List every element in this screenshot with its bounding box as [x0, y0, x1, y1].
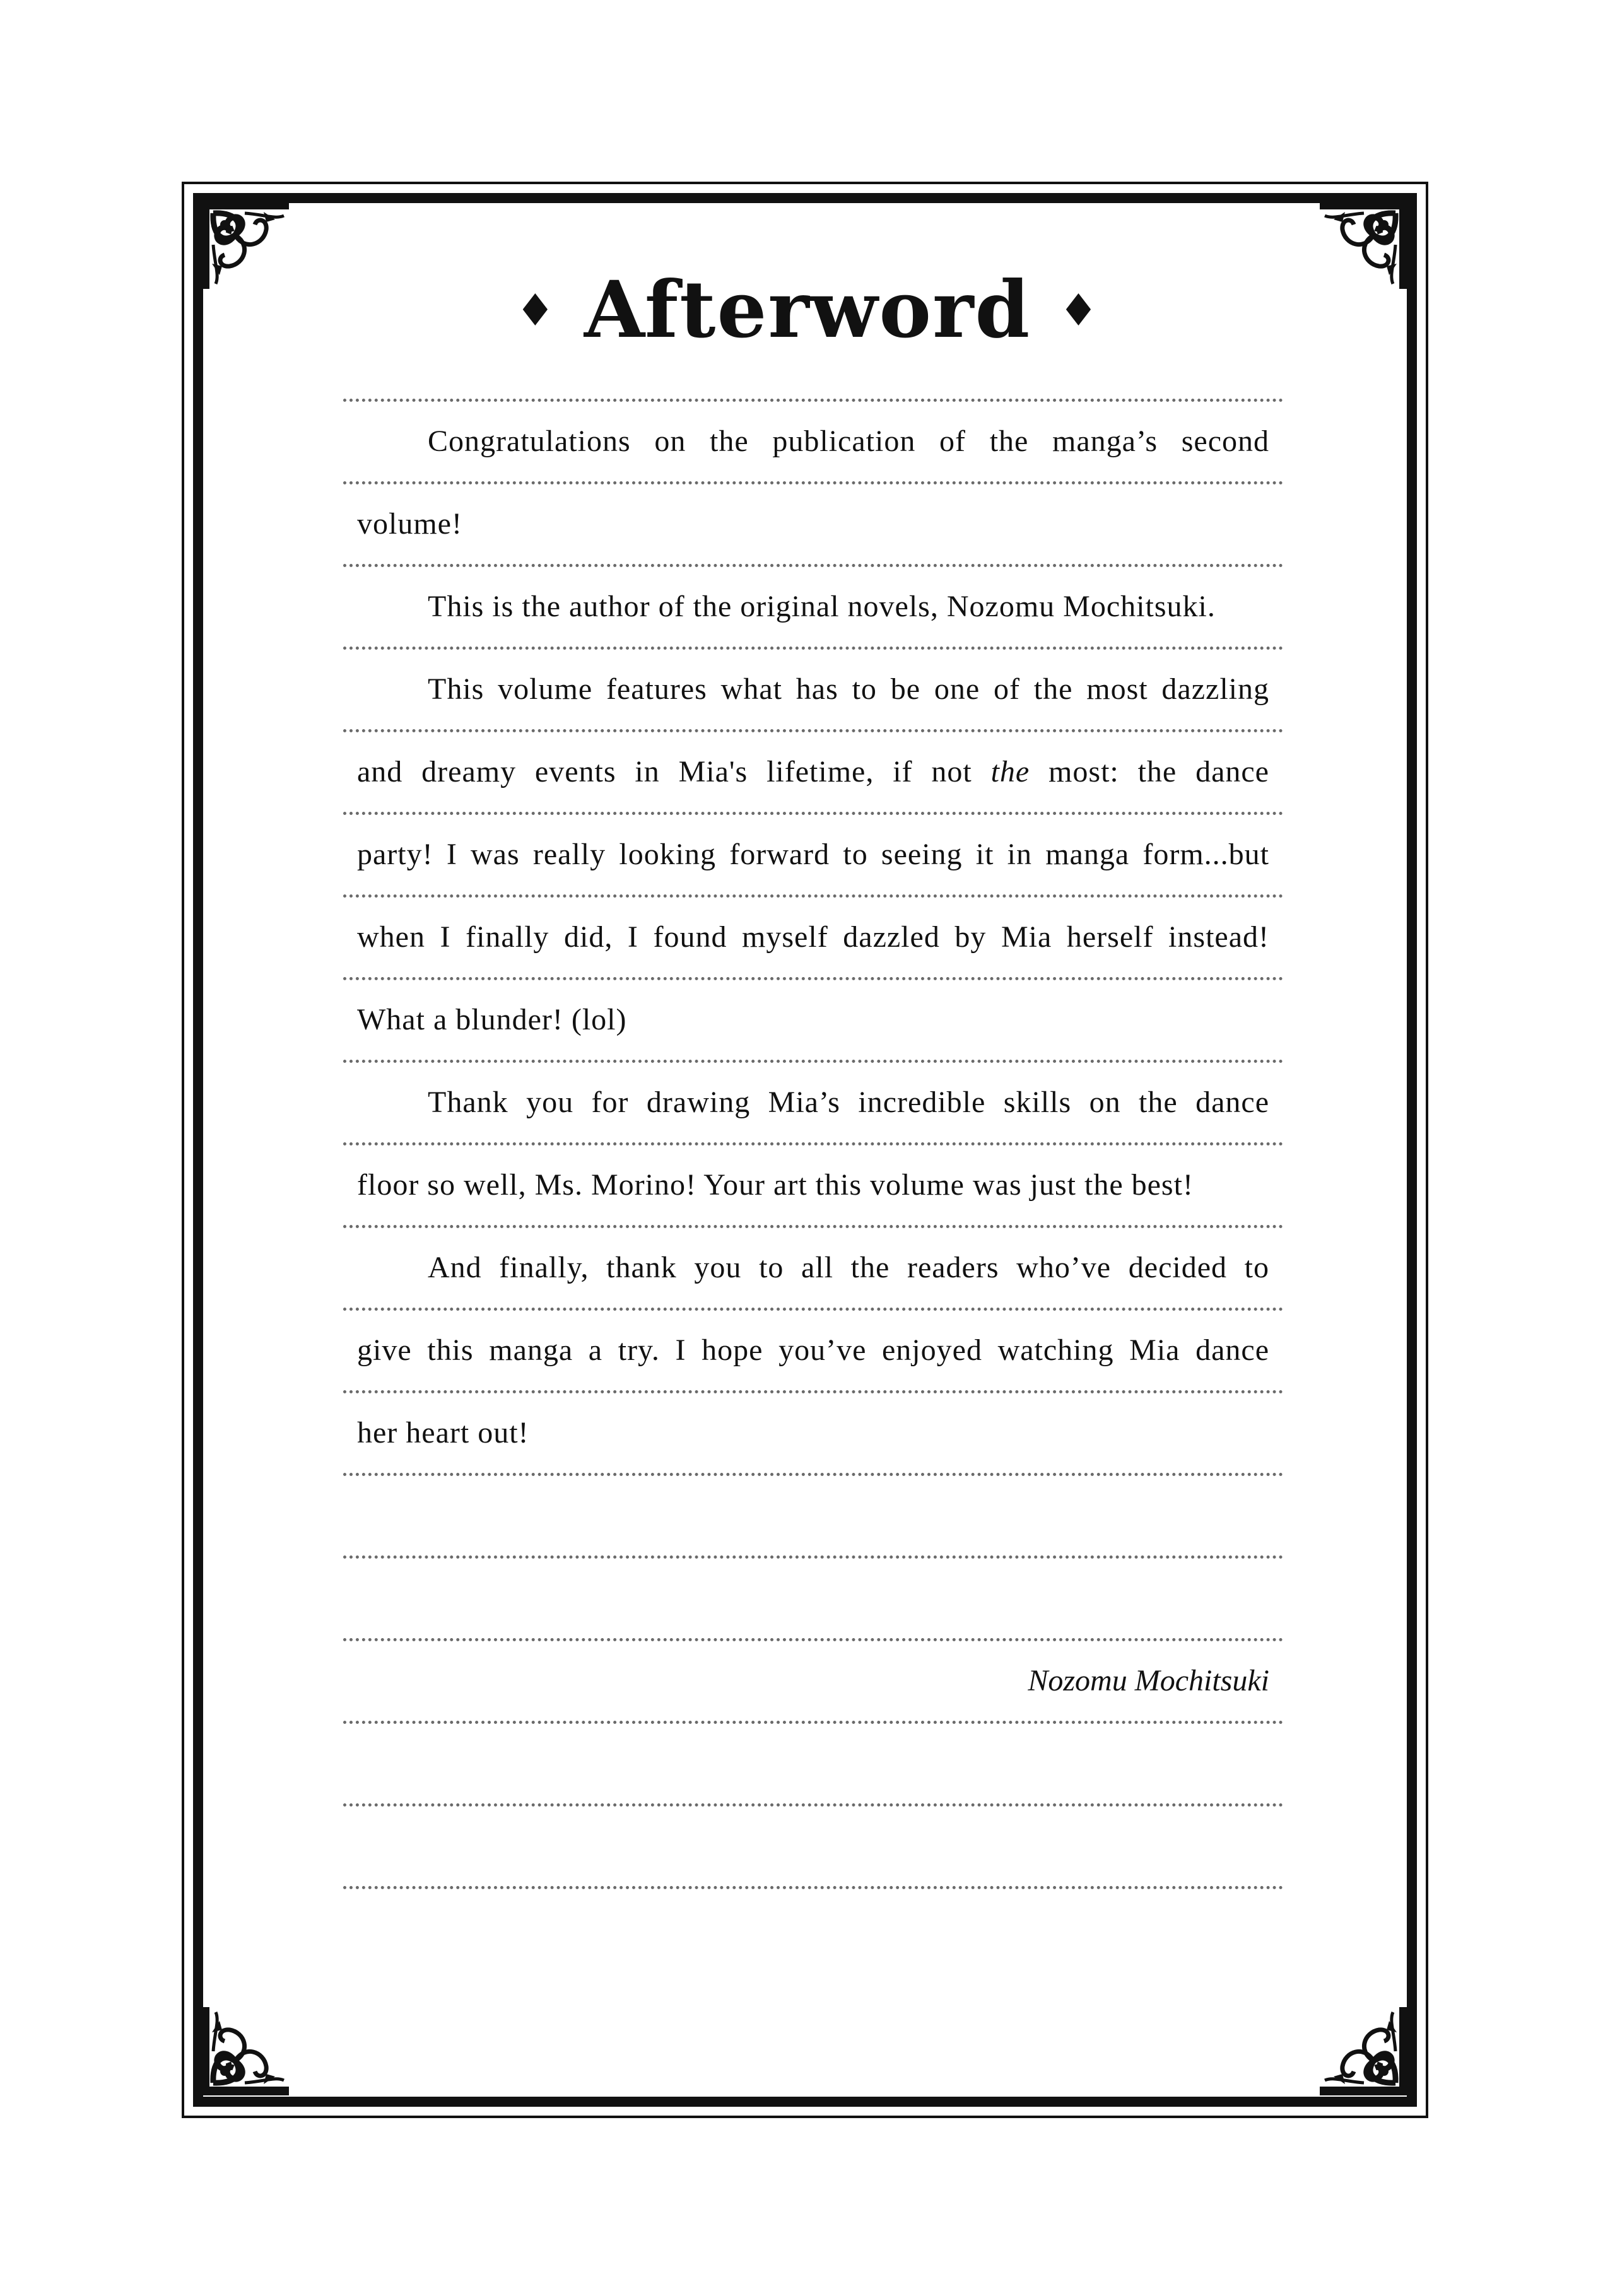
- dotted-rule: [343, 1473, 1283, 1476]
- page-title-text: Afterword: [584, 264, 1031, 356]
- flourish-corner-icon: [201, 2007, 289, 2095]
- dotted-rule: [343, 1142, 1283, 1145]
- dotted-rule: [343, 1886, 1283, 1889]
- dotted-rule: [343, 1721, 1283, 1724]
- dotted-rule: [343, 1308, 1283, 1311]
- body-line: volume!: [357, 507, 462, 541]
- dotted-rule: [343, 1555, 1283, 1559]
- page-frame-inner: [193, 193, 1417, 2107]
- body-line: This volume features what has to be one of the most dazzling: [428, 672, 1269, 706]
- body-line: floor so well, Ms. Morino! Your art this volume was just the best!: [357, 1168, 1194, 1202]
- body-line-emphasis: the: [990, 755, 1030, 788]
- dotted-rule: [343, 647, 1283, 650]
- dotted-rule: [343, 1060, 1283, 1063]
- dotted-rule: [343, 564, 1283, 567]
- page-title: [0, 260, 1615, 361]
- dotted-rule: [343, 1638, 1283, 1641]
- body-line: [357, 753, 1269, 791]
- dotted-rule: [343, 894, 1283, 898]
- author-signature: Nozomu Mochitsuki: [1028, 1664, 1269, 1697]
- body-line: Congratulations on the publication of the manga’s second: [428, 425, 1269, 458]
- body-line: Thank you for drawing Mia’s incredible skills on the dance: [428, 1086, 1269, 1119]
- diamond-icon: ♦: [515, 284, 556, 336]
- body-line-part: and dreamy events in Mia's lifetime, if not: [357, 755, 991, 788]
- body-line-part: most: the dance: [1030, 755, 1269, 788]
- body-line: And finally, thank you to all the readers who’ve decided to: [428, 1251, 1269, 1284]
- body-line: give this manga a try. I hope you’ve enjoyed watching Mia dance: [357, 1333, 1269, 1367]
- dotted-rule: [343, 977, 1283, 980]
- dotted-rule: [343, 729, 1283, 732]
- dotted-rule: [343, 1803, 1283, 1807]
- dotted-rule: [343, 399, 1283, 402]
- diamond-icon: ♦: [1059, 284, 1100, 336]
- dotted-rule: [343, 481, 1283, 484]
- body-line: party! I was really looking forward to seeing it in manga form...but: [357, 838, 1269, 871]
- body-line: when I finally did, I found myself dazzled by Mia herself instead!: [357, 920, 1269, 954]
- dotted-rule: [343, 1390, 1283, 1393]
- dotted-rule: [343, 1225, 1283, 1228]
- body-line: What a blunder! (lol): [357, 1003, 627, 1036]
- body-line: This is the author of the original novels, Nozomu Mochitsuki.: [428, 590, 1216, 623]
- body-line: her heart out!: [357, 1416, 529, 1450]
- flourish-corner-icon: [1320, 2007, 1408, 2095]
- dotted-rule: [343, 812, 1283, 815]
